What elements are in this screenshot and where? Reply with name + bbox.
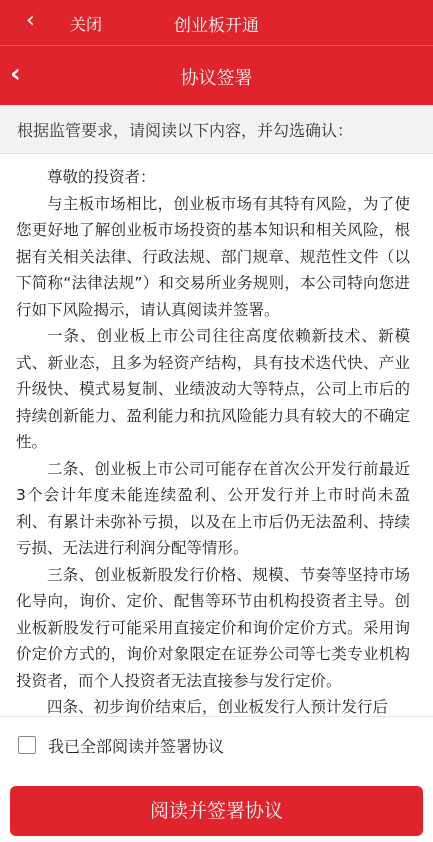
agreement-content[interactable] [0, 154, 433, 716]
app-title: 创业板开通 [174, 16, 259, 36]
notice-banner [0, 105, 433, 154]
page-title: 协议签署 [180, 68, 253, 89]
close-button[interactable]: 关闭 [70, 15, 103, 34]
notice-text: 根据监管要求，请阅读以下内容，并勾选确认： [17, 121, 354, 140]
agree-row[interactable] [0, 716, 433, 773]
agreement-greeting: 尊敬的投资者： [47, 168, 156, 186]
agree-label[interactable]: 我已全部阅读并签署协议 [48, 737, 225, 756]
top-bar [0, 0, 433, 45]
read-and-sign-button[interactable]: 阅读并签署协议 [10, 786, 423, 836]
agreement-paragraph: 三条、创业板新股发行价格、规模、节奏等坚持市场化导向，询价、定价、配售等环节由机构投资者主导。创业板新股发行可能采用直接定价和询价定价方式。采用询价定价方式的，询价对象限定在证券公司等七类专业机构投资者，而个人投资者无法直接参与发行定价。 [16, 565, 410, 690]
agree-checkbox[interactable] [18, 736, 36, 754]
agreement-paragraph: 与主板市场相比，创业板市场有其特有风险，为了使您更好地了解创业板市场投资的基本知识和相关风险，根据有关相关法律、行政法规、部门规章、规范性文件（以下简称“法律法规”）和交易所业务规则，本公司特向您进行如下风险揭示，请认真阅读并签署。 [16, 194, 410, 319]
agreement-paragraph: 四条、初步询价结束后，创业板发行人预计发行后 [47, 698, 389, 716]
nav-bar [0, 45, 433, 105]
nav-back-icon[interactable]: ‹ [10, 59, 21, 89]
agreement-paragraph: 二条、创业板上市公司可能存在首次公开发行前最近3个会计年度未能连续盈利、公开发行并上市时尚未盈利、有累计未弥补亏损，以及在上市后仍无法盈利、持续亏损、无法进行利润分配等情形。 [16, 459, 410, 557]
back-icon[interactable]: ‹ [26, 8, 35, 33]
agreement-paragraph: 一条、创业板上市公司往往高度依赖新技术、新模式、新业态，且多为轻资产结构，具有技术迭代快、产业升级快、模式易复制、业绩波动大等特点，公司上市后的持续创新能力、盈利能力和抗风险能力具有较大的不确定性。 [16, 327, 410, 451]
